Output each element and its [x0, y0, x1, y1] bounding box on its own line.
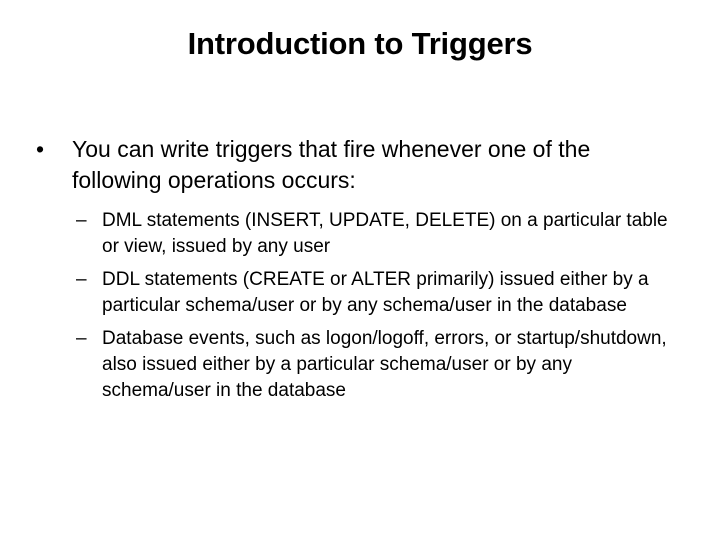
sub-bullet-text: Database events, such as logon/logoff, errors, or startup/shutdown, also issued either by a particular schema/user or by any schema/user in the database [102, 328, 667, 401]
dash-marker: – [76, 269, 87, 290]
sub-bullet-list [72, 208, 672, 411]
sub-bullet-database-events [72, 326, 672, 404]
slide-title: Introduction to Triggers [187, 26, 533, 61]
sub-bullet-text: DML statements (INSERT, UPDATE, DELETE) on a particular table or view, issued by any user [102, 210, 668, 257]
sub-bullet-ddl [72, 267, 672, 319]
sub-bullet-dml [72, 208, 672, 260]
sub-bullet-text: DDL statements (CREATE or ALTER primarily) issued either by a particular schema/user or by any schema/user in the database [102, 269, 649, 316]
dash-marker: – [76, 210, 87, 231]
dash-marker: – [76, 328, 87, 349]
main-bullet [36, 134, 676, 196]
main-bullet-text: You can write triggers that fire whenever one of the following operations occurs: [72, 136, 591, 193]
bullet-marker: • [36, 136, 45, 162]
